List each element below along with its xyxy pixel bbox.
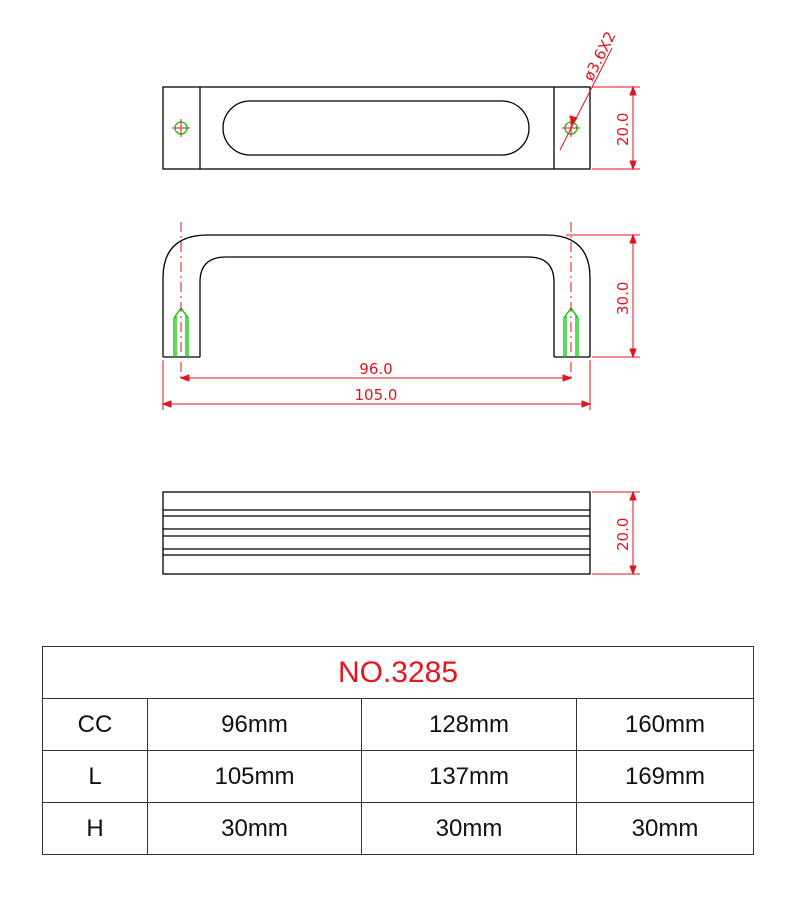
front-view (163, 235, 590, 357)
hole-diameter-label: ø3.6X2 (579, 28, 620, 84)
table-cell: 96mm (148, 699, 362, 751)
row-label: H (43, 803, 148, 855)
top-height-label: 20.0 (614, 112, 632, 146)
side-height-label: 30.0 (614, 281, 632, 315)
bottom-view-outline (163, 492, 590, 574)
model-number: NO.3285 (43, 647, 754, 699)
top-view (163, 87, 590, 169)
hole-centerlines (181, 222, 571, 382)
table-cell: 30mm (148, 803, 362, 855)
table-title-row (43, 647, 754, 699)
table-row (43, 699, 754, 751)
table-cell: 30mm (362, 803, 577, 855)
length-dimension-label: 105.0 (354, 386, 398, 404)
spec-table (42, 646, 754, 855)
row-label: CC (43, 699, 148, 751)
handle-inner-profile (200, 257, 554, 357)
handle-outer-profile (163, 235, 590, 357)
table-cell: 128mm (362, 699, 577, 751)
table-cell: 137mm (362, 751, 577, 803)
bottom-view (163, 492, 590, 574)
mounting-hole-left (172, 119, 190, 137)
top-view-outline (163, 87, 590, 169)
table-cell: 160mm (577, 699, 754, 751)
bottom-height-label: 20.0 (614, 517, 632, 551)
top-view-slot (223, 101, 529, 155)
row-label: L (43, 751, 148, 803)
table-row (43, 803, 754, 855)
table-cell: 105mm (148, 751, 362, 803)
table-cell: 169mm (577, 751, 754, 803)
cc-dimension-label: 96.0 (359, 360, 393, 378)
table-cell: 30mm (577, 803, 754, 855)
table-row (43, 751, 754, 803)
